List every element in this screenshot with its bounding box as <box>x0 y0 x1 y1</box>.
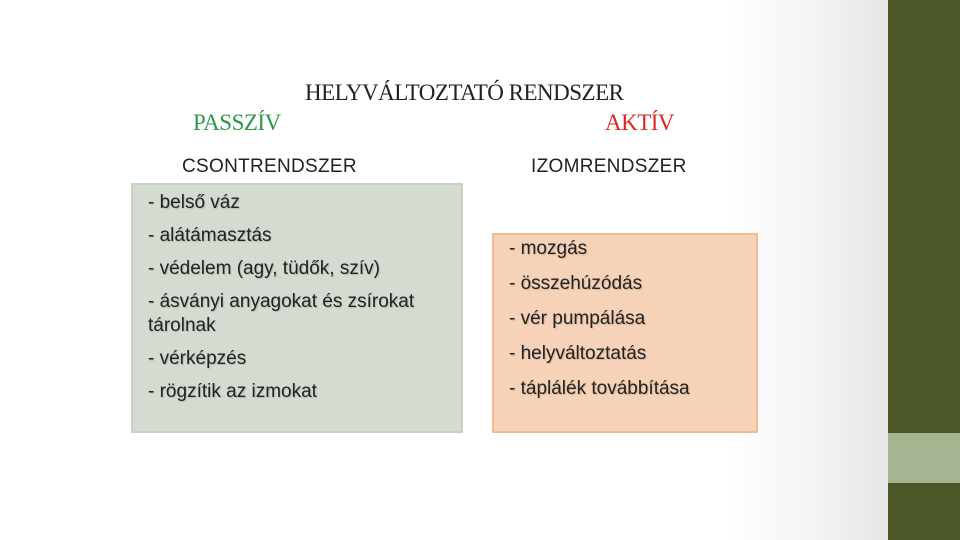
list-item: - vérképzés <box>148 348 247 369</box>
list-item: - védelem (agy, tüdők, szív) <box>148 258 380 279</box>
list-item: - alátámasztás <box>148 225 272 246</box>
muscular-system-box <box>492 233 758 433</box>
list-item: - mozgás <box>509 238 588 259</box>
list-item: - ásványi anyagokat és zsírokat tárolnak <box>148 291 415 336</box>
list-item: - vér pumpálása <box>509 308 646 329</box>
active-label: AKTÍV <box>605 110 675 135</box>
muscular-system-heading: IZOMRENDSZER <box>531 156 687 177</box>
skeletal-system-heading: CSONTRENDSZER <box>182 156 357 177</box>
list-item: - táplálék továbbítása <box>509 378 690 399</box>
list-item: - összehúzódás <box>509 273 643 294</box>
skeletal-system-box <box>131 183 463 433</box>
decorative-sidebar-accent <box>888 433 960 483</box>
list-item: - belső váz <box>148 192 240 213</box>
list-item: - rögzítik az izmokat <box>148 381 317 402</box>
slide-title: HELYVÁLTOZTATÓ RENDSZER <box>305 80 624 105</box>
passive-label: PASSZÍV <box>193 110 281 135</box>
list-item: - helyváltoztatás <box>509 343 647 364</box>
